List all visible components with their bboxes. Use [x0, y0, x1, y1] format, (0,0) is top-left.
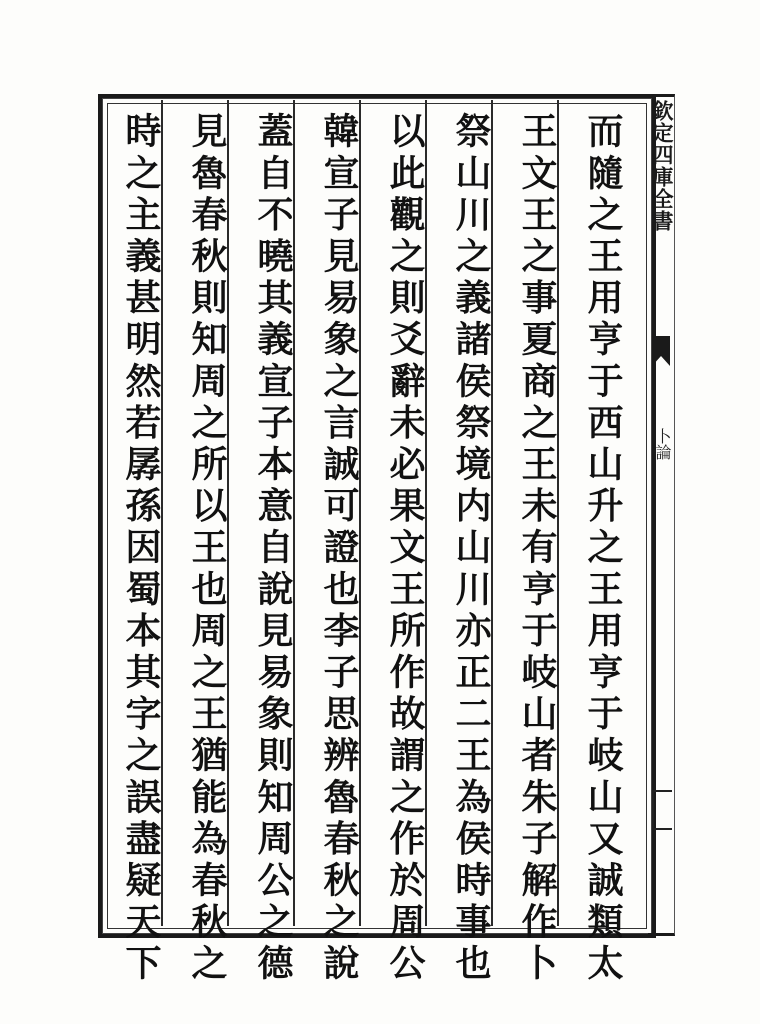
- text-column-5: [312, 112, 366, 986]
- column-text: 祭山川之義諸侯祭境内山川亦正二王為侯時事也: [450, 112, 492, 986]
- text-column-3: [444, 112, 498, 986]
- column-text: 王文王之事夏商之王未有亨于岐山者朱子解作卜: [516, 112, 558, 986]
- text-column-7: [180, 112, 234, 986]
- column-text: 蓋自不曉其義宣子本意自說見易象則知周公之德: [252, 112, 294, 986]
- fishtail-mark-icon: [652, 336, 670, 366]
- text-column-4: [378, 112, 432, 986]
- lower-margin-mark: [652, 790, 672, 830]
- text-column-1: [576, 112, 630, 986]
- section-label: 卜論: [653, 428, 672, 460]
- column-text: 而隨之王用亨于西山升之王用亨于岐山又誠類太: [582, 112, 624, 986]
- column-text: 韓宣子見易象之言誠可證也李子思辨魯春秋之說: [318, 112, 360, 986]
- column-text: 以此觀之則爻辭未必果文王所作故謂之作於周公: [384, 112, 426, 986]
- text-column-2: [510, 112, 564, 986]
- book-title: 欽定四庫全書: [650, 100, 675, 232]
- column-text: 時之主義甚明然若孱孫因蜀本其字之誤盡疑天下: [120, 112, 162, 986]
- text-column-8: [114, 112, 168, 986]
- column-text: 見魯春秋則知周之所以王也周之王猶能為春秋之: [186, 112, 228, 986]
- text-column-6: [246, 112, 300, 986]
